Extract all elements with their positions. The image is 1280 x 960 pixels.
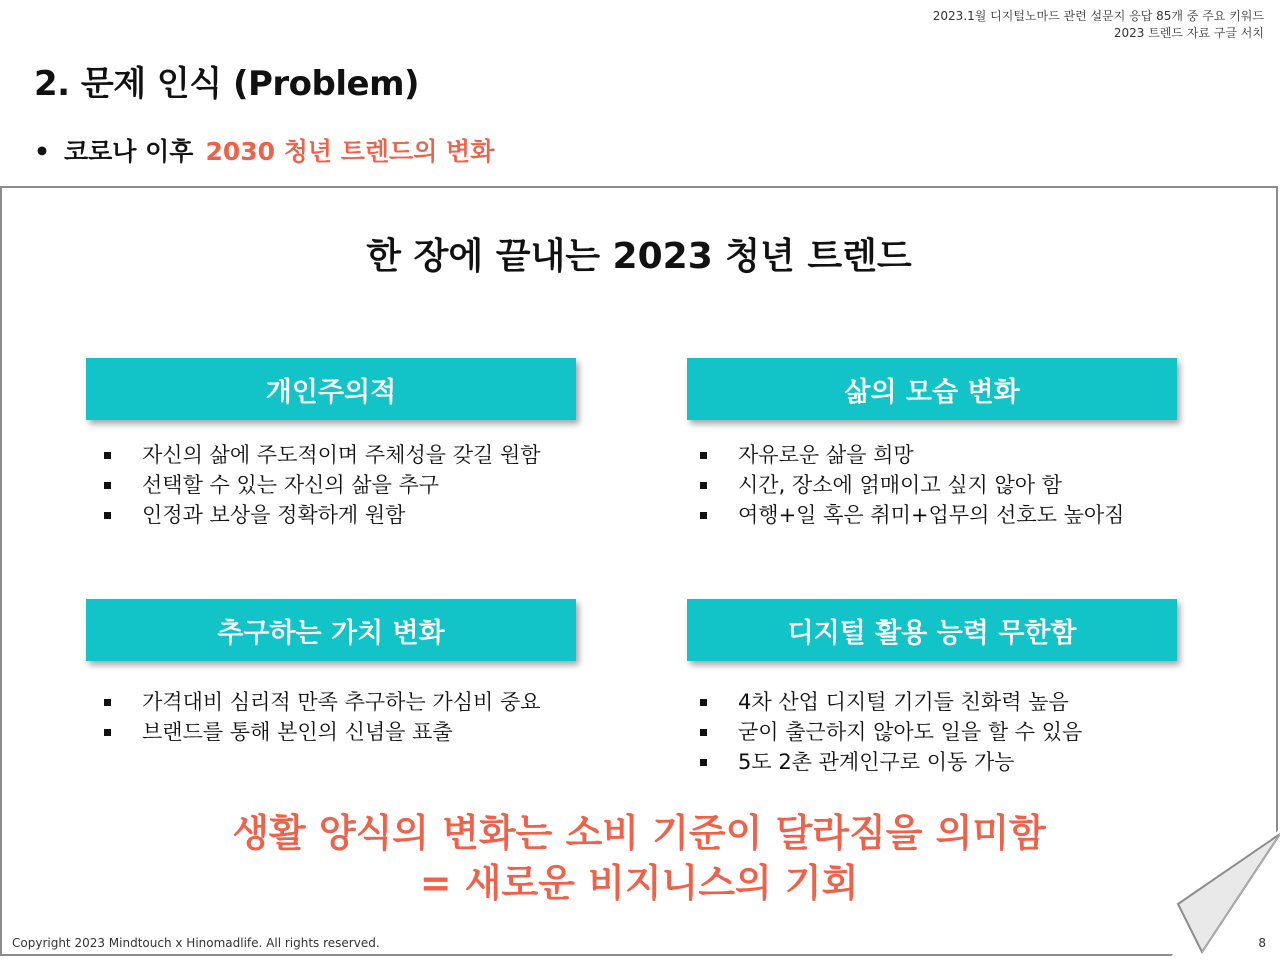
- list-item: 자신의 삶에 주도적이며 주체성을 갖길 원함: [86, 440, 541, 470]
- section-header-lifestyle-change: 삶의 모습 변화: [687, 358, 1177, 420]
- list-item: 선택할 수 있는 자신의 삶을 추구: [86, 470, 541, 500]
- section-header-value-change: 추구하는 가치 변화: [86, 599, 576, 661]
- list-item: 가격대비 심리적 만족 추구하는 가심비 중요: [86, 687, 541, 717]
- section-list-individualism: [86, 440, 541, 530]
- source-note: [933, 8, 1264, 42]
- list-item: 4차 산업 디지털 기기들 친화력 높음: [682, 687, 1082, 717]
- list-item: 5도 2촌 관계인구로 이동 가능: [682, 747, 1082, 777]
- subtitle-lead: 코로나 이후: [63, 137, 194, 166]
- conclusion-line1: 생활 양식의 변화는 소비 기준이 달라짐을 의미함: [232, 811, 1046, 855]
- list-item: 브랜드를 통해 본인의 신념을 표출: [86, 717, 541, 747]
- section-header-digital-literacy: 디지털 활용 능력 무한함: [687, 599, 1177, 661]
- subtitle: [34, 132, 494, 168]
- section-header-individualism: 개인주의적: [86, 358, 576, 420]
- list-item: 여행+일 혹은 취미+업무의 선호도 높아짐: [682, 500, 1124, 530]
- section-list-value-change: [86, 687, 541, 747]
- section-list-digital-literacy: [682, 687, 1082, 777]
- conclusion-line2: = 새로운 비지니스의 기회: [419, 861, 859, 905]
- footer-copyright: Copyright 2023 Mindtouch x Hinomadlife. All rights reserved.: [12, 936, 380, 950]
- list-item: 인정과 보상을 정확하게 원함: [86, 500, 541, 530]
- slide-title: 2. 문제 인식 (Problem): [34, 64, 420, 104]
- source-note-line2: 2023 트렌드 자료 구글 서치: [1113, 26, 1264, 40]
- page-number: 8: [1258, 936, 1266, 950]
- list-item: 자유로운 삶을 희망: [682, 440, 1124, 470]
- list-item: 시간, 장소에 얽매이고 싶지 않아 함: [682, 470, 1124, 500]
- section-list-lifestyle-change: [682, 440, 1124, 530]
- list-item: 굳이 출근하지 않아도 일을 할 수 있음: [682, 717, 1082, 747]
- conclusion: [2, 808, 1276, 908]
- card-title: 한 장에 끝내는 2023 청년 트렌드: [366, 236, 912, 277]
- trend-card: [0, 186, 1278, 956]
- subtitle-highlight: 2030 청년 트렌드의 변화: [205, 137, 495, 166]
- source-note-line1: 2023.1월 디지털노마드 관련 설문지 응답 85개 중 주요 키워드: [932, 9, 1264, 23]
- subtitle-bullet: •: [34, 137, 50, 166]
